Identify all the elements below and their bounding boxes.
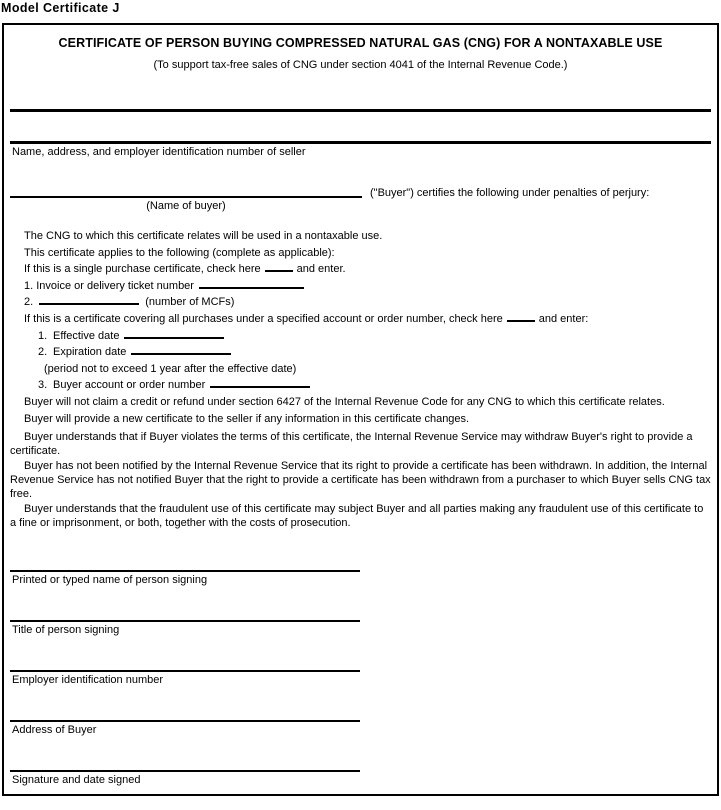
signature-line (10, 720, 360, 722)
new-certificate-statement: Buyer will provide a new certificate to the seller if any information in this certificate changes. (24, 412, 470, 425)
mcf-item-number: 2. (24, 296, 34, 309)
buyer-name-caption: (Name of buyer) (146, 200, 226, 212)
account-number-label: Buyer account or order number (53, 379, 206, 392)
expiration-date-line (10, 344, 711, 361)
signature-field-title (10, 620, 711, 636)
signature-line (10, 620, 360, 622)
signature-field-label: Title of person signing (12, 624, 120, 637)
seller-write-line-1 (10, 109, 711, 112)
signature-field-label: Signature and date signed (12, 774, 141, 787)
buyer-certifies-text: ("Buyer") certifies the following under penalties of perjury: (370, 187, 650, 199)
account-number-blank (210, 378, 310, 388)
certificate-box (2, 23, 719, 796)
certificate-statements (10, 430, 711, 530)
applies-statement: This certificate applies to the following (complete as applicable): (24, 246, 335, 259)
invoice-number-line (10, 278, 711, 295)
violates-paragraph: Buyer understands that if Buyer violates the terms of this certificate, the Internal Revenue Service may withdraw Buyer's right to provide a certificate. (10, 431, 693, 458)
signature-field-ein (10, 670, 711, 686)
signature-section (10, 570, 711, 786)
effective-date-line (10, 328, 711, 345)
signature-line (10, 670, 360, 672)
no-credit-statement: Buyer will not claim a credit or refund under section 6427 of the Internal Revenue Code for any CNG to which this certificate relates. (24, 395, 665, 408)
fraudulent-use-paragraph: Buyer understands that the fraudulent use of this certificate may subject Buyer and all parties making any fraudulent use of this certificate to a fine or imprisonment, or both, together with the costs of prosecution. (10, 502, 704, 529)
page-title: Model Certificate J (1, 1, 120, 15)
seller-block (10, 109, 711, 158)
mcf-quantity-blank (39, 295, 139, 305)
signature-field-address (10, 720, 711, 736)
seller-write-line-2 (10, 141, 711, 144)
signature-field-label: Employer identification number (12, 674, 164, 687)
account-certificate-suffix: and enter: (538, 312, 589, 325)
account-certificate-line (10, 311, 711, 328)
mcf-quantity-line (10, 294, 711, 311)
account-number-item-number: 3. (38, 379, 48, 392)
signature-field-signature-date (10, 770, 711, 786)
buyer-name-field (10, 186, 362, 212)
effective-date-label: Effective date (53, 329, 120, 342)
seller-caption: Name, address, and employer identification number of seller (12, 146, 306, 158)
signature-field-label: Address of Buyer (12, 724, 97, 737)
single-purchase-check-blank (265, 262, 293, 272)
expiration-note: (period not to exceed 1 year after the effective date) (44, 362, 297, 375)
single-purchase-line (10, 261, 711, 278)
signature-line (10, 770, 360, 772)
signature-field-label: Printed or typed name of person signing (12, 574, 208, 587)
single-purchase-prefix: If this is a single purchase certificate, check here (24, 263, 261, 276)
signature-field-printed-name (10, 570, 711, 586)
effective-date-number: 1. (38, 329, 48, 342)
certificate-title: CERTIFICATE OF PERSON BUYING COMPRESSED NATURAL GAS (CNG) FOR A NONTAXABLE USE (58, 36, 663, 50)
account-certificate-prefix: If this is a certificate covering all purchases under a specified account or order number, check here (24, 312, 503, 325)
certificate-subtitle: (To support tax-free sales of CNG under section 4041 of the Internal Revenue Code.) (153, 59, 568, 71)
use-statement: The CNG to which this certificate relates will be used in a nontaxable use. (24, 230, 383, 242)
buyer-row (10, 186, 711, 212)
expiration-date-number: 2. (38, 346, 48, 359)
mcf-quantity-caption: (number of MCFs) (145, 296, 235, 309)
buyer-name-line (10, 186, 362, 198)
invoice-number-label: 1. Invoice or delivery ticket number (24, 279, 194, 292)
effective-date-blank (124, 329, 224, 339)
expiration-date-label: Expiration date (53, 346, 127, 359)
signature-line (10, 570, 360, 572)
certificate-body (10, 228, 711, 427)
expiration-date-blank (131, 345, 231, 355)
account-certificate-check-blank (507, 312, 535, 322)
account-number-line (10, 377, 711, 394)
single-purchase-suffix: and enter. (296, 263, 346, 276)
invoice-number-blank (199, 279, 304, 289)
not-notified-paragraph: Buyer has not been notified by the Internal Revenue Service that its right to provide a certificate has been withdrawn. In addition, the Internal Revenue Service has not notified Buyer that the right to provide a certificate has been withdrawn from a purchaser to which Buyer sells CNG tax free. (10, 459, 711, 501)
